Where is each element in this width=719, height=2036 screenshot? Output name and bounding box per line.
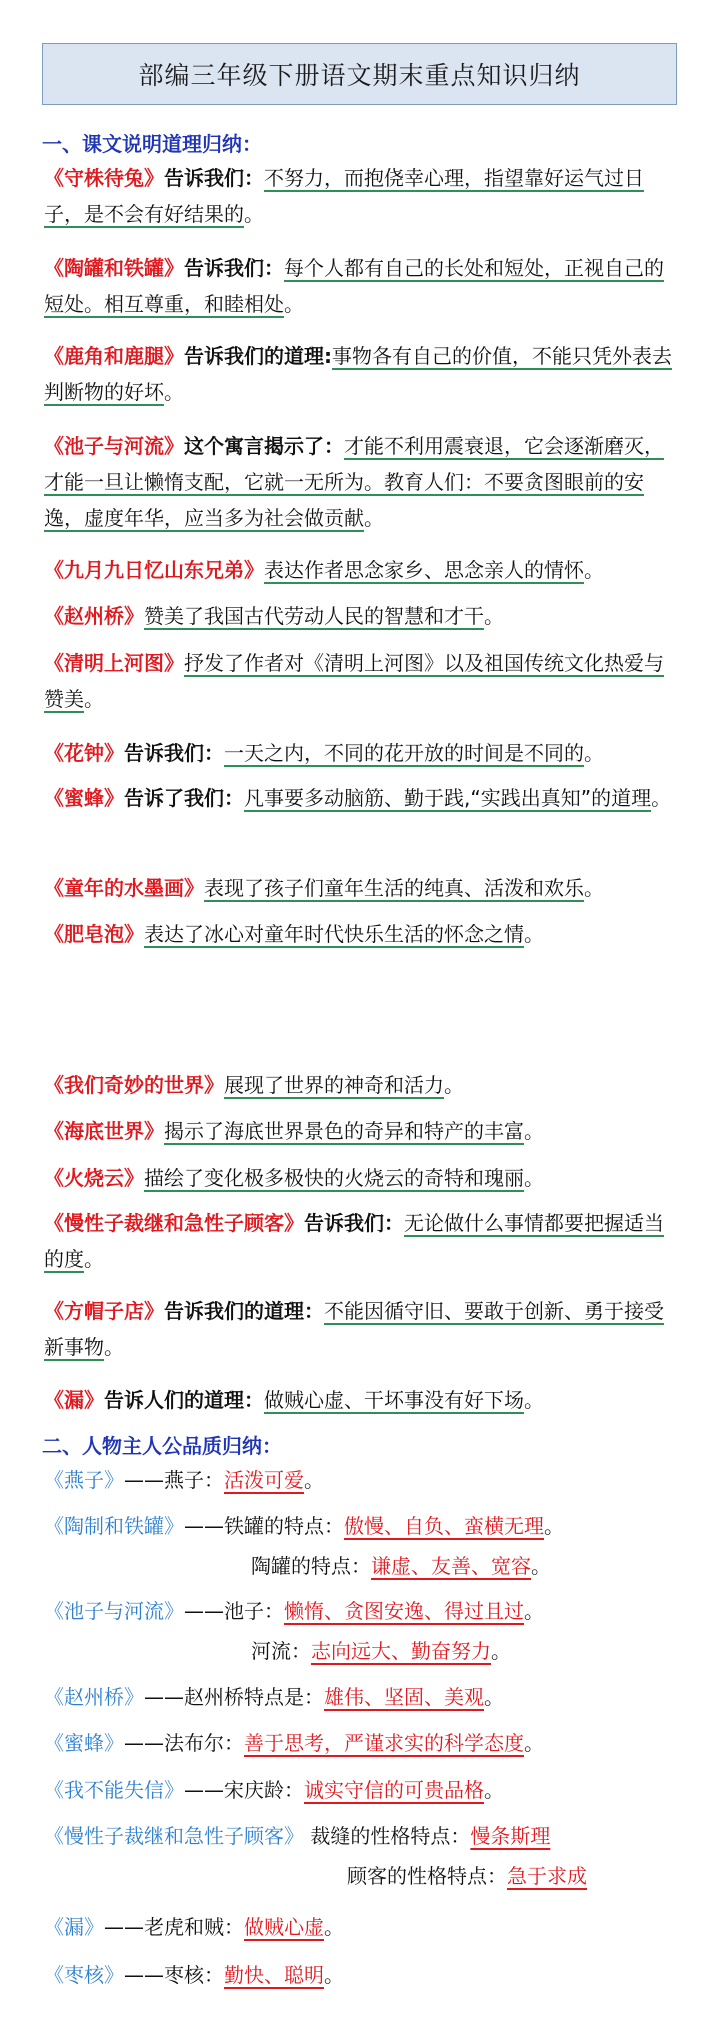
lesson-connector: 告诉我们的道理: — [184, 344, 332, 368]
lesson-connector: 告诉了我们： — [124, 786, 244, 810]
quality-title: 《赵州桥》 — [44, 1685, 144, 1709]
quality-title: 《枣核》 — [44, 1963, 124, 1987]
quality-row — [347, 1861, 587, 1891]
quality-row: 《池子与河流》——池子：懒惰、贪图安逸、得过且过。 — [44, 1599, 544, 1623]
quality-row: 陶罐的特点：谦虚、友善、宽容。 — [251, 1554, 551, 1578]
quality-value: 急于求成 — [507, 1864, 587, 1888]
quality-value: 勤快、聪明 — [224, 1963, 324, 1987]
section-heading-qualities: 二、人物主人公品质归纳： — [42, 1434, 282, 1458]
lesson-title: 《漏》 — [44, 1388, 104, 1412]
lesson-item: 《方帽子店》告诉我们的道理：不能因循守旧、要敢于创新、勇于接受新事物。 — [44, 1299, 664, 1359]
lesson-moral: 做贼心虚、干坏事没有好下场 — [264, 1388, 524, 1412]
lesson-moral: 表达了冰心对童年时代快乐生活的怀念之情 — [144, 922, 524, 946]
quality-title: 《慢性子裁继和急性子顾客》 — [44, 1824, 304, 1848]
lesson-item: 《守株待兔》告诉我们：不努力，而抱侥幸心理，指望靠好运气过日子，是不会有好结果的。 — [44, 166, 644, 226]
quality-value: 懒惰、贪图安逸、得过且过 — [284, 1599, 524, 1623]
quality-value: 做贼心虚 — [244, 1915, 324, 1939]
quality-value: 志向远大、勤奋努力 — [311, 1639, 491, 1663]
quality-label: 顾客的性格特点： — [347, 1864, 507, 1888]
lesson-title: 《慢性子裁继和急性子顾客》 — [44, 1211, 304, 1235]
lesson-moral: 事物各有自己的价值，不能只凭外表去判断物的好坏 — [44, 344, 672, 404]
quality-value: 雄伟、坚固、美观 — [324, 1685, 484, 1709]
quality-title: 《蜜蜂》 — [44, 1731, 124, 1755]
lesson-title: 《鹿角和鹿腿》 — [44, 344, 184, 368]
quality-title: 《池子与河流》 — [44, 1599, 184, 1623]
quality-row: 《漏》——老虎和贼：做贼心虚。 — [44, 1915, 344, 1939]
quality-row: 《赵州桥》——赵州桥特点是：雄伟、坚固、美观。 — [44, 1685, 504, 1709]
quality-row: 《蜜蜂》——法布尔：善于思考，严谨求实的科学态度。 — [44, 1731, 544, 1755]
quality-label: ——赵州桥特点是： — [144, 1685, 324, 1709]
lesson-title: 《赵州桥》 — [44, 604, 144, 628]
quality-label: 陶罐的特点： — [251, 1554, 371, 1578]
lesson-title: 《蜜蜂》 — [44, 786, 124, 810]
lesson-connector: 告诉我们： — [124, 741, 224, 765]
lesson-title: 《海底世界》 — [44, 1119, 164, 1143]
lesson-item: 《陶罐和铁罐》告诉我们：每个人都有自己的长处和短处，正视自己的短处。相互尊重，和睦相处。 — [44, 256, 664, 316]
quality-value: 诚实守信的可贵品格 — [304, 1778, 484, 1802]
lesson-connector: 这个寓言揭示了： — [184, 434, 344, 458]
quality-label: ——老虎和贼： — [104, 1915, 244, 1939]
quality-title: 《燕子》 — [44, 1468, 124, 1492]
page-title: 部编三年级下册语文期末重点知识归纳 — [42, 43, 677, 105]
lesson-item: 《漏》告诉人们的道理：做贼心虚、干坏事没有好下场。 — [44, 1388, 544, 1412]
quality-label: ——池子： — [184, 1599, 284, 1623]
quality-label: ——法布尔： — [124, 1731, 244, 1755]
lesson-item: 《鹿角和鹿腿》告诉我们的道理:事物各有自己的价值，不能只凭外表去判断物的好坏。 — [44, 344, 672, 404]
lesson-connector: 告诉我们： — [184, 256, 284, 280]
quality-value: 活泼可爱 — [224, 1468, 304, 1492]
quality-label: ——铁罐的特点： — [184, 1514, 344, 1538]
quality-label: ——枣核： — [124, 1963, 224, 1987]
lesson-connector: 告诉我们的道理： — [164, 1299, 324, 1323]
quality-title: 《我不能失信》 — [44, 1778, 184, 1802]
lesson-title: 《守株待兔》 — [44, 166, 164, 190]
quality-value: 慢条斯理 — [470, 1824, 551, 1848]
lesson-moral: 展现了世界的神奇和活力 — [224, 1073, 444, 1097]
lesson-connector: 告诉人们的道理： — [104, 1388, 264, 1412]
lesson-moral: 表达作者思念家乡、思念亲人的情怀 — [264, 558, 584, 582]
lesson-moral: 凡事要多动脑筋、勤于践,“实践出真知”的道理 — [244, 786, 652, 810]
quality-row — [44, 1821, 550, 1851]
lesson-connector: 告诉我们： — [304, 1211, 404, 1235]
lesson-item: 《童年的水墨画》表现了孩子们童年生活的纯真、活泼和欢乐。 — [44, 876, 604, 900]
lesson-item: 《赵州桥》赞美了我国古代劳动人民的智慧和才干。 — [44, 604, 504, 628]
lesson-title: 《我们奇妙的世界》 — [44, 1073, 224, 1097]
lesson-item: 《我们奇妙的世界》展现了世界的神奇和活力。 — [44, 1073, 464, 1097]
quality-value: 傲慢、自负、蛮横无理 — [344, 1514, 544, 1538]
lesson-item: 《池子与河流》这个寓言揭示了：才能不利用震衰退，它会逐渐磨灭，才能一旦让懒惰支配，它就一无所为。教育人们：不要贪图眼前的安逸，虚度年华，应当多为社会做贡献。 — [44, 434, 664, 530]
section-heading-lessons: 一、课文说明道理归纳： — [42, 132, 262, 156]
lesson-moral: 不努力，而抱侥幸心理，指望靠好运气过日子，是不会有好结果的 — [44, 166, 644, 226]
lesson-moral: 无论做什么事情都要把握适当的度 — [44, 1211, 664, 1271]
lesson-title: 《清明上河图》 — [44, 651, 184, 675]
lesson-item: 《火烧云》描绘了变化极多极快的火烧云的奇特和瑰丽。 — [44, 1166, 544, 1190]
lesson-title: 《肥皂泡》 — [44, 922, 144, 946]
lesson-moral: 描绘了变化极多极快的火烧云的奇特和瑰丽 — [144, 1166, 524, 1190]
lesson-moral: 一天之内，不同的花开放的时间是不同的 — [224, 741, 584, 765]
quality-row: 《燕子》——燕子：活泼可爱。 — [44, 1468, 324, 1492]
lesson-moral: 才能不利用震衰退，它会逐渐磨灭，才能一旦让懒惰支配，它就一无所为。教育人们：不要贪图眼前的安逸，虚度年华，应当多为社会做贡献 — [44, 434, 664, 530]
quality-row: 《枣核》——枣核：勤快、聪明。 — [44, 1963, 344, 1987]
quality-label: 裁缝的性格特点： — [310, 1824, 471, 1848]
lesson-item: 《清明上河图》抒发了作者对《清明上河图》以及祖国传统文化热爱与赞美。 — [44, 651, 664, 711]
lesson-title: 《方帽子店》 — [44, 1299, 164, 1323]
lesson-title: 《池子与河流》 — [44, 434, 184, 458]
lesson-item: 《九月九日忆山东兄弟》表达作者思念家乡、思念亲人的情怀。 — [44, 558, 604, 582]
lesson-moral: 表现了孩子们童年生活的纯真、活泼和欢乐 — [204, 876, 584, 900]
quality-title: 《漏》 — [44, 1915, 104, 1939]
lesson-moral: 赞美了我国古代劳动人民的智慧和才干 — [144, 604, 484, 628]
lesson-title: 《花钟》 — [44, 741, 124, 765]
lesson-item: 《肥皂泡》表达了冰心对童年时代快乐生活的怀念之情。 — [44, 922, 544, 946]
lesson-connector: 告诉我们： — [164, 166, 264, 190]
quality-row: 《我不能失信》——宋庆龄：诚实守信的可贵品格。 — [44, 1778, 504, 1802]
lesson-moral: 揭示了海底世界景色的奇异和特产的丰富 — [164, 1119, 524, 1143]
lesson-item: 《海底世界》揭示了海底世界景色的奇异和特产的丰富。 — [44, 1119, 544, 1143]
quality-title: 《陶制和铁罐》 — [44, 1514, 184, 1538]
lesson-item: 《花钟》告诉我们：一天之内，不同的花开放的时间是不同的。 — [44, 741, 604, 765]
lesson-title: 《火烧云》 — [44, 1166, 144, 1190]
lesson-item: 《慢性子裁继和急性子顾客》告诉我们：无论做什么事情都要把握适当的度。 — [44, 1211, 664, 1271]
quality-value: 善于思考，严谨求实的科学态度 — [244, 1731, 524, 1755]
quality-row: 《陶制和铁罐》——铁罐的特点：傲慢、自负、蛮横无理。 — [44, 1514, 564, 1538]
quality-value: 谦虚、友善、宽容 — [371, 1554, 531, 1578]
lesson-moral: 每个人都有自己的长处和短处，正视自己的短处。相互尊重，和睦相处 — [44, 256, 664, 316]
lesson-title: 《陶罐和铁罐》 — [44, 256, 184, 280]
lesson-title: 《九月九日忆山东兄弟》 — [44, 558, 264, 582]
quality-label: 河流： — [251, 1639, 311, 1663]
lesson-moral: 抒发了作者对《清明上河图》以及祖国传统文化热爱与赞美 — [44, 651, 664, 711]
lesson-title: 《童年的水墨画》 — [44, 876, 204, 900]
quality-row: 河流：志向远大、勤奋努力。 — [251, 1639, 511, 1663]
lesson-moral: 不能因循守旧、要敢于创新、勇于接受新事物 — [44, 1299, 664, 1359]
quality-label: ——燕子： — [124, 1468, 224, 1492]
quality-label: ——宋庆龄： — [184, 1778, 304, 1802]
lesson-item: 《蜜蜂》告诉了我们：凡事要多动脑筋、勤于践,“实践出真知”的道理。 — [44, 786, 672, 810]
